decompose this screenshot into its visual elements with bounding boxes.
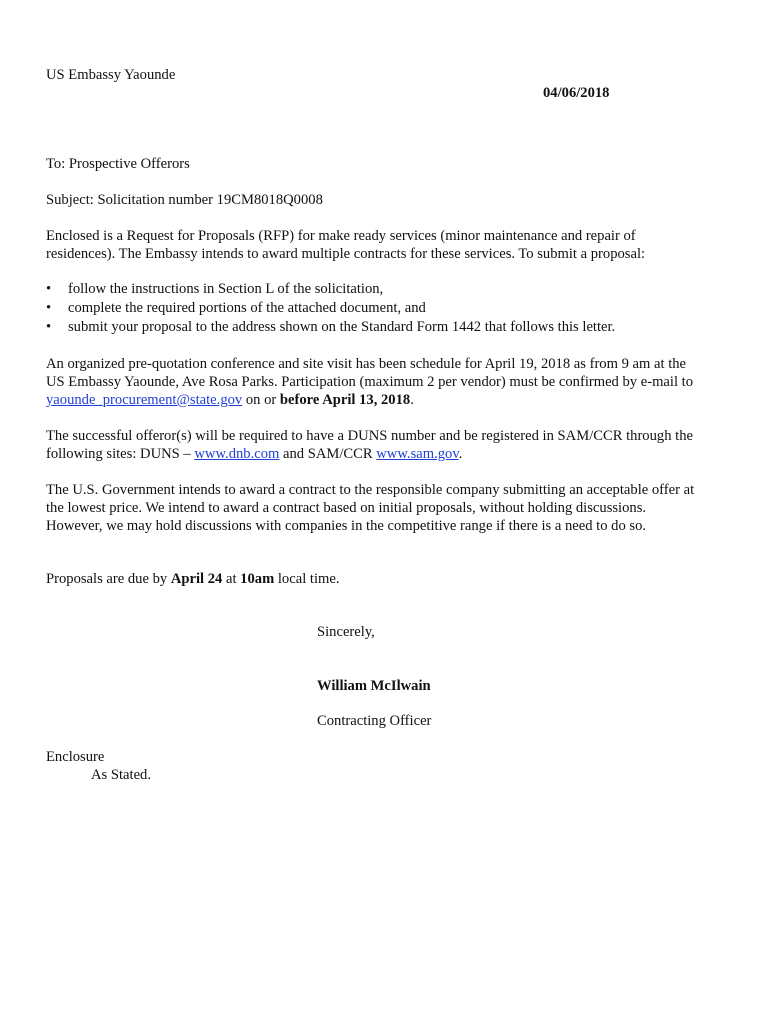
signer-title: Contracting Officer [317, 713, 432, 729]
list-item-text: complete the required portions of the attached document, and [68, 300, 426, 316]
list-item [46, 299, 615, 318]
conference-period: . [410, 392, 414, 408]
government-line-3: However, we may hold discussions with companies in the competitive range if there is a need to do so. [46, 518, 647, 534]
conference-deadline: before April 13, 2018 [279, 392, 411, 408]
government-line-2: the lowest price. We intend to award a contract based on initial proposals, without holding discussions. [46, 500, 647, 516]
letter-date: 04/06/2018 [543, 85, 610, 101]
due-prefix: Proposals are due by [46, 571, 171, 587]
due-date: April 24 [170, 571, 223, 587]
bullet-icon: • [46, 300, 52, 316]
conference-on-or: on or [242, 392, 280, 408]
duns-mid: and SAM/CCR [279, 446, 377, 462]
intro-line-1: Enclosed is a Request for Proposals (RFP) for make ready services (minor maintenance and repair of [46, 228, 636, 244]
list-item-text: submit your proposal to the address shown on the Standard Form 1442 that follows this letter. [68, 319, 616, 335]
closing-line: Sincerely, [317, 624, 375, 640]
enclosure-label: Enclosure [46, 749, 105, 765]
enclosure-value: As Stated. [91, 767, 151, 783]
duns-line-2 [46, 445, 462, 463]
conference-line-2: US Embassy Yaounde, Ave Rosa Parks. Participation (maximum 2 per vendor) must be confirmed by e-mail to [46, 374, 694, 390]
duns-prefix: following sites: DUNS – [46, 446, 195, 462]
subject-line: Subject: Solicitation number 19CM8018Q0008 [46, 192, 323, 208]
instructions-list [46, 280, 615, 337]
duns-line-1: The successful offeror(s) will be required to have a DUNS number and be registered in SAM/CCR through the [46, 428, 693, 444]
due-suffix: local time. [274, 571, 340, 587]
due-at: at [222, 571, 241, 587]
conference-line-1: An organized pre-quotation conference and site visit has been schedule for April 19, 2018 as from 9 am at the [46, 356, 687, 372]
signer-name: William McIlwain [317, 678, 431, 694]
bullet-icon: • [46, 319, 52, 335]
list-item [46, 318, 615, 337]
procurement-email-link[interactable]: yaounde_procurement@state.gov [46, 392, 243, 408]
sender-line: US Embassy Yaounde [46, 67, 176, 83]
sam-link[interactable]: www.sam.gov [376, 446, 459, 462]
conference-line-3 [46, 391, 414, 409]
list-item [46, 280, 615, 299]
to-line: To: Prospective Offerors [46, 156, 190, 172]
government-line-1: The U.S. Government intends to award a contract to the responsible company submitting an acceptable offer at [46, 482, 695, 498]
intro-line-2: residences). The Embassy intends to award multiple contracts for these services. To submit a proposal: [46, 246, 646, 262]
dnb-link[interactable]: www.dnb.com [194, 446, 280, 462]
proposals-due-line [46, 570, 339, 588]
due-time: 10am [240, 571, 275, 587]
bullet-icon: • [46, 281, 52, 297]
list-item-text: follow the instructions in Section L of the solicitation, [68, 281, 384, 297]
duns-period: . [458, 446, 463, 462]
